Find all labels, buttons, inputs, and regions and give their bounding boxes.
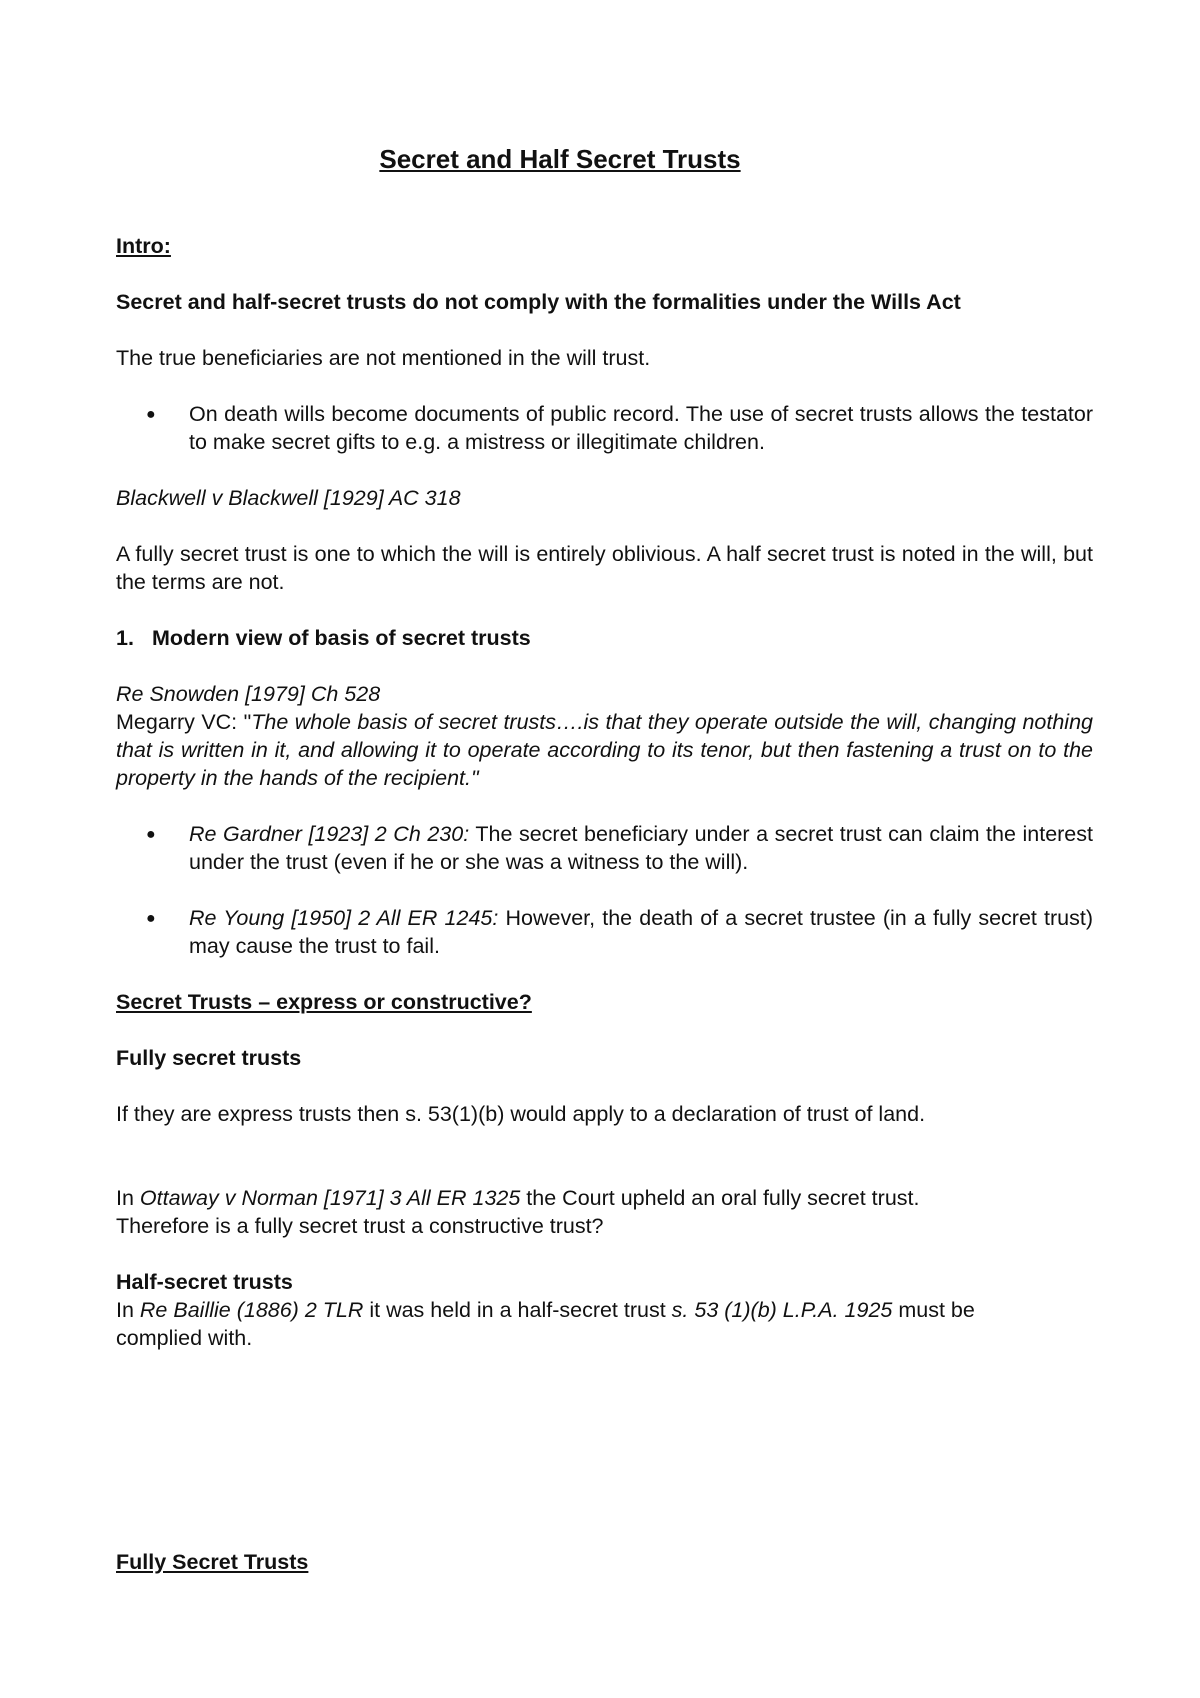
bullet-icon: ● bbox=[146, 910, 156, 927]
megarry-quote-paragraph bbox=[116, 708, 1093, 792]
express-or-constructive-heading: Secret Trusts – express or constructive? bbox=[116, 990, 532, 1014]
fully-vs-half-paragraph: A fully secret trust is one to which the will is entirely oblivious. A half secret trust is noted in the will, but the terms are not. bbox=[116, 542, 1093, 594]
baillie-mid: it was held in a half-secret trust bbox=[363, 1298, 672, 1322]
case-young: Re Young [1950] 2 All ER 1245: bbox=[189, 906, 499, 930]
baillie-post: must be complied with. bbox=[116, 1298, 975, 1350]
fully-secret-trusts-heading: Fully Secret Trusts bbox=[116, 1550, 309, 1574]
megarry-prefix: Megarry VC: " bbox=[116, 710, 252, 734]
express-trusts-paragraph: If they are express trusts then s. 53(1)(b) would apply to a declaration of trust of land. bbox=[116, 1102, 926, 1126]
case-snowden: Re Snowden [1979] Ch 528 bbox=[116, 682, 381, 706]
ottaway-paragraph bbox=[116, 1184, 996, 1240]
bullet-icon: ● bbox=[146, 826, 156, 843]
young-text: However, the death of a secret trustee (in a fully secret trust) may cause the trust to fail. bbox=[189, 906, 1093, 958]
intro-heading: Intro: bbox=[116, 234, 171, 258]
ottaway-post: the Court upheld an oral fully secret trust. Therefore is a fully secret trust a constructive trust? bbox=[116, 1186, 920, 1238]
baillie-paragraph bbox=[116, 1296, 996, 1352]
bullet-young bbox=[189, 904, 1093, 960]
statute-reference: s. 53 (1)(b) L.P.A. 1925 bbox=[671, 1298, 893, 1322]
bullet-icon: ● bbox=[146, 406, 156, 423]
gardner-text: The secret beneficiary under a secret trust can claim the interest under the trust (even if he or she was a witness to the will). bbox=[189, 822, 1093, 874]
case-ottaway: Ottaway v Norman [1971] 3 All ER 1325 bbox=[139, 1186, 521, 1210]
megarry-suffix: " bbox=[470, 766, 479, 790]
case-gardner: Re Gardner [1923] 2 Ch 230: bbox=[189, 822, 470, 846]
baillie-pre: In bbox=[116, 1298, 140, 1322]
half-secret-trusts-subheading: Half-secret trusts bbox=[116, 1270, 293, 1294]
case-baillie: Re Baillie (1886) 2 TLR bbox=[139, 1298, 364, 1322]
megarry-quote: The whole basis of secret trusts….is that they operate outside the will, changing nothing that is written in it, and allowing it to operate according to its tenor, but then fastening a trust on to the property in the hands of the recipient. bbox=[116, 710, 1093, 790]
bullet-gardner bbox=[189, 820, 1093, 876]
fully-secret-trusts-subheading: Fully secret trusts bbox=[116, 1046, 302, 1070]
section-1-heading: Modern view of basis of secret trusts bbox=[152, 626, 531, 650]
case-blackwell: Blackwell v Blackwell [1929] AC 318 bbox=[116, 486, 461, 510]
ottaway-pre: In bbox=[116, 1186, 140, 1210]
section-1-number: 1. bbox=[116, 626, 134, 650]
document-title: Secret and Half Secret Trusts bbox=[379, 144, 741, 174]
intro-bullet-text: On death wills become documents of public record. The use of secret trusts allows the testator to make secret gifts to e.g. a mistress or illegitimate children. bbox=[189, 402, 1093, 454]
intro-statement: Secret and half-secret trusts do not comply with the formalities under the Wills Act bbox=[116, 290, 961, 314]
intro-paragraph: The true beneficiaries are not mentioned in the will trust. bbox=[116, 346, 651, 370]
